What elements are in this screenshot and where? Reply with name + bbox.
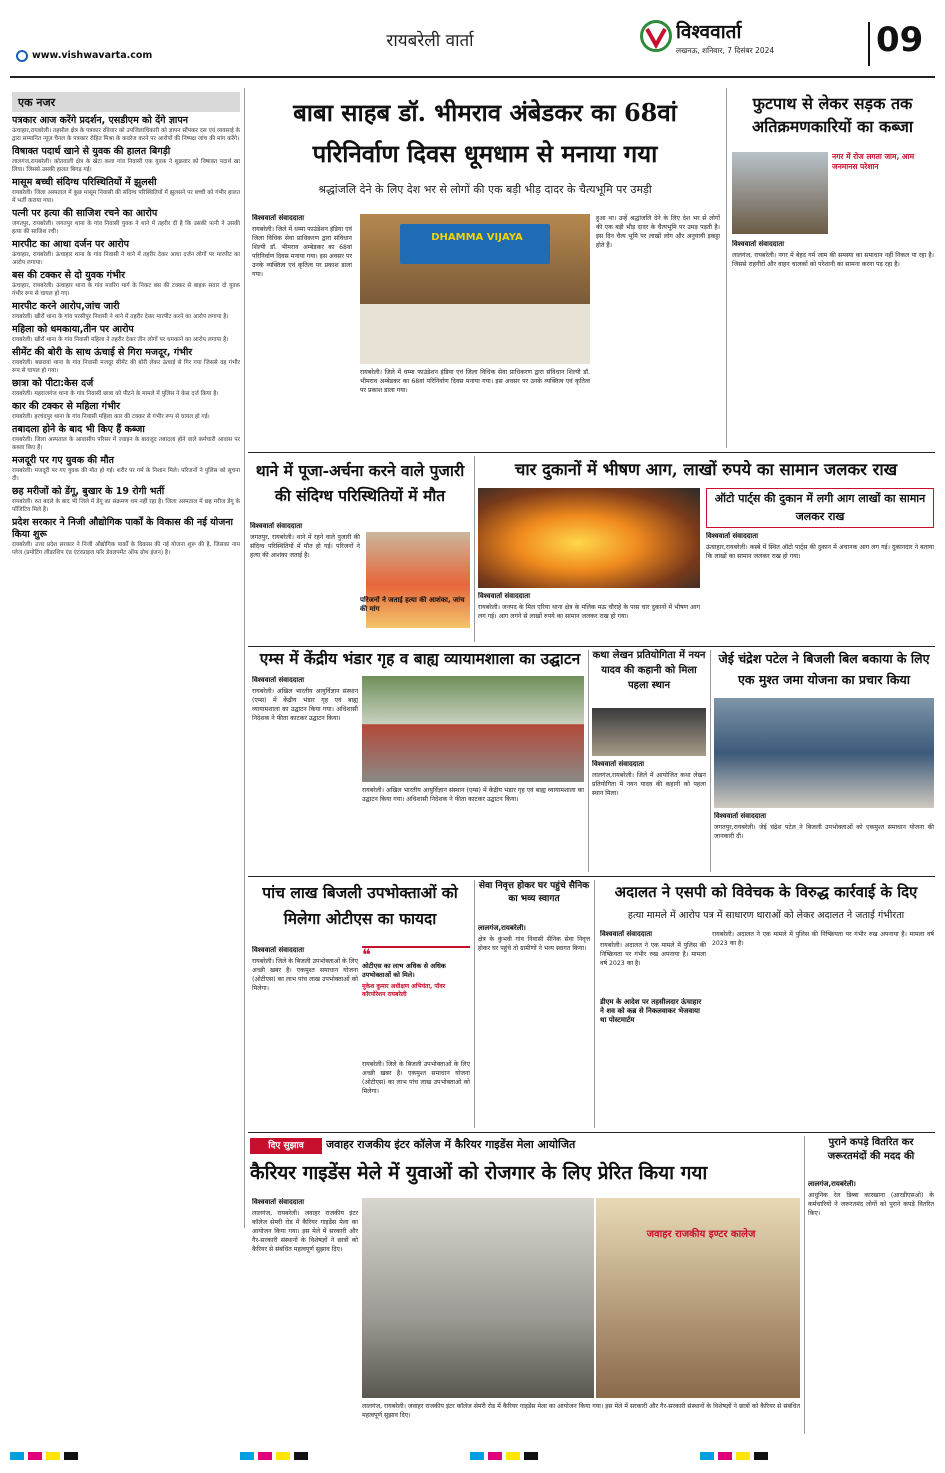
ambedkar-text-continued: रायबरेली। जिले में धम्मा फाउंडेशन इंडिया एवं जिला विधिक सेवा प्राधिकरण द्वारा संविधान शिल्पी डॉ. भीमराव अम्बेडकर का 68वां परिनिर्वाण दिवस मनाया गया। इस अवसर पर उनके व्यक्तित्व एवं कृतित्व पर प्रकाश डाला गया। xyxy=(360,369,590,394)
sidebar-item-text: जगतपुर, रायबरेली। जगतपुर थाना के गांव निवासी युवक ने थाने में तहरीर दी है कि उसकी पत्नी ने उसकी हत्या की साजिश रची। xyxy=(12,221,240,235)
sidebar-item-headline: महिला को धमकाया,तीन पर आरोप xyxy=(12,324,134,335)
ambedkar-headline: बाबा साहब डॉ. भीमराव अंबेडकर का 68वां परिनिर्वाण दिवस धूमधाम से मनाया गया xyxy=(293,98,677,168)
column-rule xyxy=(474,880,475,1128)
website-url[interactable]: www.vishwavarta.com xyxy=(32,50,153,61)
sidebar-item-text: लालगंज,रायबरेली। कोतवाली क्षेत्र के खेटा कला गांव निवासी एक युवक ने शुक्रवार को विषाक्त पदार्थ खा लिया। जिससे उसकी हालत बिगड़ गई। xyxy=(12,159,240,173)
footpath-body xyxy=(732,240,934,448)
career-tag: दिए सुझाव xyxy=(250,1138,322,1154)
footpath-text: लालगंज, रायबरेली। नगर में बेहद गर्म जाम की समस्या का समाधान नहीं निकल पा रहा है। जिससे राहगीरों और वाहन चालकों को परेशानी का सामना करना पड़ रहा है। xyxy=(732,252,934,268)
sidebar-item-text: रायबरेली। महराजगंज थाना के गांव निवासी छात्रा को पीटने के मामले में पुलिस ने केस दर्ज किया है। xyxy=(12,391,219,397)
sidebar-item-headline: छात्रा को पीटा:केस दर्ज xyxy=(12,378,94,389)
brand-name: विश्ववार्ता xyxy=(676,21,742,43)
career-text: लालगंज, रायबरेली। जवाहर राजकीय इंटर कॉलेज सेमरी रोड में कैरियर गाइडेंस मेला का आयोजन किया गया। इस मेले में सरकारी और गैर-सरकारी संस्थानों के विशेषज्ञों ने छात्रों को कैरियर से संबंधित महत्वपूर्ण सुझाव दिए। xyxy=(252,1210,358,1253)
ots-col2 xyxy=(362,1060,470,1128)
sidebar-item-text: रायबरेली। रुत बदले के बाद भी जिले में डेंगू का संक्रमण थम नहीं रहा है। जिला अस्पताल में छह मरीज डेंगू के पॉजिटिव मिले हैं। xyxy=(12,499,240,513)
fire-subhead: ऑटो पार्ट्स की दुकान में लगी आग लाखों का सामान जलकर राख xyxy=(714,492,926,523)
ots-quote-box xyxy=(362,946,470,1056)
section-title: रायबरेली वार्ता xyxy=(386,31,474,51)
priest-headline: थाने में पूजा-अर्चना करने वाले पुजारी की संदिग्ध परिस्थितियों में मौत xyxy=(255,461,465,505)
sidebar-title: एक नजर xyxy=(12,92,240,112)
ambedkar-text: रायबरेली। जिले में धम्मा फाउंडेशन इंडिया एवं जिला विधिक सेवा प्राधिकरण द्वारा संविधान शिल्पी डॉ. भीमराव अम्बेडकर का 68वां परिनिर्वाण दिवस मनाया गया। इस अवसर पर उनके व्यक्तित्व एवं कृतित्व पर प्रकाश डाला गया। xyxy=(252,226,352,278)
ambedkar-col2 xyxy=(360,368,590,448)
sidebar-item-text: ऊंचाहार, रायबरेली। ऊंचाहार थाना के गांव मवरिग मार्ग के निकट बस की टक्कर से बाइक सवार दो युवक गंभीर रूप से घायल हो गए। xyxy=(12,283,240,297)
sidebar-item-headline: मजदूरी पर गए युवक की मौत xyxy=(12,455,114,466)
brand-logo-icon xyxy=(640,20,672,52)
sidebar-item-headline: पत्रकार आज करेंगे प्रदर्शन, एसडीएम को देंगे ज्ञापन xyxy=(12,115,189,126)
clothes-body xyxy=(808,1180,934,1434)
edition-meta: लखनऊ, शनिवार, 7 दिसंबर 2024 xyxy=(676,46,775,55)
electricity-camp-photo xyxy=(714,698,934,808)
clothes-headline: पुराने कपड़े वितरित कर जरूरतमंदों की मदद की xyxy=(827,1137,915,1162)
section-rule xyxy=(248,452,935,453)
sidebar-item-headline: सीमेंट की बोरी के साथ ऊंचाई से गिरा मजदूर, गंभीर xyxy=(12,347,193,358)
career-headline: कैरियर गाइडेंस मेले में युवाओं को रोजगार के लिए प्रेरित किया गया xyxy=(250,1162,708,1184)
court-text-continued: रायबरेली। अदालत ने एक मामले में पुलिस की निष्क्रियता पर गंभीर रुख अपनाया है। मामला वर्ष 2023 का है। xyxy=(712,931,934,947)
banner-text: DHAMMA VIJAYA xyxy=(431,232,523,243)
quote-icon: ❝ xyxy=(362,946,371,964)
court-col2 xyxy=(712,930,934,1128)
sidebar-item-headline: बस की टक्कर से दो युवक गंभीर xyxy=(12,270,125,281)
footpath-quote: नगर में रोज लगता जाम, आम जनमानस परेशान xyxy=(832,152,915,171)
ots-quote-author: मुकेश कुमार अधीक्षण अभियंता, पॉवर कॉरपोरेशन रायबरेली xyxy=(362,983,446,998)
ots-col1 xyxy=(252,946,358,1128)
sidebar-item-headline: विषाक्त पदार्थ खाने से युवक की हालत बिगड़ी xyxy=(12,146,171,157)
court-headline: अदालत ने एसपी को विवेचक के विरुद्ध कार्रवाई के दिए xyxy=(614,883,918,901)
sidebar-item-text: ऊंचाहार,रायबरेली। तहसील क्षेत्र के पत्रकार रविवार को उपजिलाधिकारी को ज्ञापन सौंपकर दस एवं व्यवसाई के द्वारा सम्मानित न्यूज़ चैनल के पत्रकार रोहित मिश्रा के कवरेज करने पर आरोपों की निष्पक्ष जांच की मांग करेंगे। xyxy=(12,128,240,142)
page-number: 09 xyxy=(876,20,924,60)
ots-headline: पांच लाख बिजली उपभोक्ताओं को मिलेगा ओटीएस का फायदा xyxy=(262,883,458,928)
sidebar-item-headline: मासूम बच्ची संदिग्ध परिस्थितियों में झुलसी xyxy=(12,177,157,188)
column-rule xyxy=(804,1136,805,1434)
ots-text-continued: रायबरेली। जिले के बिजली उपभोक्ताओं के लिए अच्छी खबर है। एकमुश्त समाधान योजना (ओटीएस) का लाभ पांच लाख उपभोक्ताओं को मिलेगा। xyxy=(362,1061,470,1095)
fire-headline: चार दुकानों में भीषण आग, लाखों रुपये का सामान जलकर राख xyxy=(514,460,898,479)
career-banner: जवाहर राजकीय इण्टर कालेज xyxy=(646,1229,756,1240)
divider xyxy=(868,22,870,66)
court-col1 xyxy=(600,930,706,1128)
fire-photo xyxy=(478,488,700,588)
story-body xyxy=(592,760,706,872)
print-registration-strip xyxy=(10,1452,935,1464)
sidebar-item-headline: छह मरीजों को डेंगू, बुखार के 19 रोगी भर्ती xyxy=(12,486,165,497)
sidebar-item-headline: तबादला होने के बाद भी किए हैं कब्जा xyxy=(12,424,145,435)
sidebar-item-headline: मारपीट करने आरोप,जांच जारी xyxy=(12,301,120,312)
ambedkar-subhead: श्रद्धांजलि देने के लिए देश भर से लोगों की एक बड़ी भीड़ दादर के चैत्यभूमि पर उमड़ी xyxy=(318,183,652,196)
ambedkar-event-photo xyxy=(360,214,590,364)
footpath-headline: फुटपाथ से लेकर सड़क तक अतिक्रमणकारियों का कब्जा xyxy=(751,94,914,136)
electricity-camp-body xyxy=(714,812,934,872)
ots-byline: विश्ववार्ता संवाददाता xyxy=(252,946,305,954)
aiims-photo xyxy=(362,676,584,782)
sidebar-list xyxy=(12,115,240,557)
sidebar-item-text: रायबरेली। जिला अस्पताल में कुछ मासूम निवासी की संदिग्ध परिस्थितियों में झुलसने पर बच्ची को गंभीर हालत में भर्ती कराया गया। xyxy=(12,190,240,204)
fire-text: रायबरेली। जनपद के मिल एरिया थाना क्षेत्र के मलिक मऊ चौराहे के पास चार दुकानों में भीषण आग लग गई। आग लगने से लाखों रुपये का सामान जलकर राख हो गया। xyxy=(478,604,700,620)
court-subhead2: डीएम के आदेश पर तहसीलदार ऊंचाहार ने शव को कब्र से निकलवाकर भेजवाया था पोस्टमार्टम xyxy=(600,998,702,1024)
career-col1 xyxy=(252,1198,358,1434)
court-byline: विश्ववार्ता संवाददाता xyxy=(600,930,653,938)
column-rule xyxy=(588,650,589,872)
sidebar-item-text: रायबरेली। खीरों थाना के गांव परसीपुर निवासी ने थाने में तहरीर देकर मारपीट करने का आरोप लगाया है। xyxy=(12,314,229,320)
aiims-byline: विश्ववार्ता संवाददाता xyxy=(252,676,305,684)
column-rule xyxy=(710,650,711,872)
footpath-photo xyxy=(732,152,828,234)
sidebar-item-text: रायबरेली। उत्तर प्रदेश सरकार ने निजी औद्योगिक पार्कों के विकास की नई योजना शुरू की है, जिसका नाम प्लेज (प्रमोटिंग लीडरशिप एंड एंटरप्राइज फॉर डेवलपमेंट ऑफ ग्रोथ इंजन) है। xyxy=(12,542,240,556)
career-photo-1 xyxy=(362,1198,594,1398)
column-rule xyxy=(244,88,245,1228)
retired-headline: सेवा निवृत्त होकर घर पहुंचे सैनिक का भव्य स्वागत xyxy=(478,881,590,904)
ambedkar-col3 xyxy=(596,214,720,448)
electricity-camp-headline: जेई चंद्रेश पटेल ने बिजली बिल बकाया के लिए एक मुश्त जमा योजना का प्रचार किया xyxy=(718,651,930,687)
priest-subhead: परिजनों ने जताई हत्या की आशंका, जांच की मांग xyxy=(360,596,465,613)
ots-text: रायबरेली। जिले के बिजली उपभोक्ताओं के लिए अच्छी खबर है। एकमुश्त समाधान योजना (ओटीएस) का लाभ पांच लाख उपभोक्ताओं को मिलेगा। xyxy=(252,958,358,992)
story-photo xyxy=(592,708,706,756)
sidebar-ek-nazar xyxy=(12,92,240,1432)
career-kicker: जवाहर राजकीय इंटर कॉलेज में कैरियर गाइडेंस मेला आयोजित xyxy=(326,1138,576,1151)
aiims-col1 xyxy=(252,676,358,872)
fire-byline2: विश्ववार्ता संवाददाता xyxy=(706,532,759,540)
court-text: रायबरेली। अदालत ने एक मामले में पुलिस की निष्क्रियता पर गंभीर रुख अपनाया है। मामला वर्ष 2023 का है। xyxy=(600,942,706,967)
court-subhead: हत्या मामले में आरोप पत्र में साधारण धाराओं को लेकर अदालत ने जताई गंभीरता xyxy=(627,910,905,921)
sidebar-item-headline: प्रदेश सरकार ने निजी औद्योगिक पार्कों के विकास की नई योजना किया शुरू xyxy=(12,517,233,540)
column-rule xyxy=(474,456,475,642)
fire-body xyxy=(478,592,700,642)
section-rule xyxy=(248,1132,935,1133)
aiims-text-continued: रायबरेली। अखिल भारतीय आयुर्विज्ञान संस्थान (एम्स) में केंद्रीय भंडार गृह एवं बाह्य व्यायामशाला का उद्घाटन किया गया। अधिशासी निदेशक ने फीता काटकर उद्घाटन किया। xyxy=(362,787,584,803)
ambedkar-text2: हुआ था। उन्हें श्रद्धांजलि देने के लिए देश भर से लोगों की एक बड़ी भीड़ दादर के चैत्यभूमि पर उमड़ पड़ती है। इस दिन चैत्य भूमि पर लाखों लोग और अनुयायी इकट्ठा होते हैं। xyxy=(596,215,720,249)
career-byline: विश्ववार्ता संवाददाता xyxy=(252,1198,305,1206)
globe-icon xyxy=(16,50,28,62)
header-rule xyxy=(10,76,935,78)
sidebar-item-headline: पत्नी पर हत्या की साजिश रचने का आरोप xyxy=(12,208,158,219)
electricity-camp-byline: विश्ववार्ता संवाददाता xyxy=(714,812,767,820)
career-col2 xyxy=(362,1402,800,1434)
aiims-col2 xyxy=(362,786,584,872)
story-text: लालगंज,रायबरेली। जिले में आयोजित कथा लेखन प्रतियोगिता में नयन यादव की कहानी को पहला स्थान मिला। xyxy=(592,772,706,797)
sidebar-item-text: रायबरेली। जिला अस्पताल के आवासीय परिसर में ज्वाइन के बावजूद तबादला होने वाले कर्मचारी आवास पर कब्जा किए हैं। xyxy=(12,437,240,451)
retired-body xyxy=(478,924,590,1128)
career-photo-2 xyxy=(596,1198,800,1398)
retired-text: क्षेत्र के कुंभवी गांव निवासी सैनिक सेवा निवृत्त होकर घर पहुंचे तो ग्रामीणों ने भव्य स्वागत किया। xyxy=(478,936,590,952)
column-rule xyxy=(726,88,727,448)
column-rule xyxy=(594,880,595,1128)
ambedkar-col1 xyxy=(252,214,352,444)
sidebar-item-text: रायबरेली। हरचंदपुर थाना के गांव निवासी महिला कार की टक्कर से गंभीर रूप से घायल हो गई। xyxy=(12,414,210,420)
priest-text: जगतपुर, रायबरेली। थाने में रहने वाले पुजारी की संदिग्ध परिस्थितियों में मौत हो गई। परिजनों ने हत्या की आशंका जताई है। xyxy=(250,534,360,559)
career-text-continued: लालगंज, रायबरेली। जवाहर राजकीय इंटर कॉलेज सेमरी रोड में कैरियर गाइडेंस मेला का आयोजन किया गया। इस मेले में सरकारी और गैर-सरकारी संस्थानों के विशेषज्ञों ने छात्रों को कैरियर से संबंधित महत्वपूर्ण सुझाव दिए। xyxy=(362,1403,800,1419)
sidebar-item-text: रायबरेली। बछरावां थाना के गांव निवासी मजदूर सीमेंट की बोरी लेकर ऊंचाई से गिर गया जिससे वह गंभीर रूप से घायल हो गया। xyxy=(12,360,240,374)
section-rule xyxy=(248,876,935,877)
sidebar-item-headline: कार की टक्कर से महिला गंभीर xyxy=(12,401,120,412)
sidebar-item-text: रायबरेली। खीरों थाना के गांव निवासी महिला ने तहरीर देकर तीन लोगों पर धमकाने का आरोप लगाया है। xyxy=(12,337,229,343)
sidebar-item-text: ऊंचाहार, रायबरेली। ऊंचाहार थाना के गांव निवासी ने थाने में तहरीर देकर आधा दर्जन लोगों पर मारपीट का आरोप लगाया। xyxy=(12,252,240,266)
priest-byline: विश्ववार्ता संवाददाता xyxy=(250,522,303,530)
electricity-camp-text: जगतपुर,रायबरेली। जेई चंद्रेश पटेल ने बिजली उपभोक्ताओं को एकमुश्त समाधान योजना की जानकारी दी। xyxy=(714,824,934,840)
fire-body2 xyxy=(706,532,934,642)
clothes-byline: लालगंज,रायबरेली। xyxy=(808,1180,856,1188)
retired-byline: लालगंज,रायबरेली। xyxy=(478,924,526,932)
section-rule xyxy=(248,646,935,647)
sidebar-item-text: रायबरेली। मजदूरी पर गए युवक की मौत हो गई। शरीर पर गर्म के निशान मिले। परिजनों ने पुलिस को सूचना दी। xyxy=(12,468,240,482)
fire-text2: ऊंचाहार,रायबरेली। कस्बे में स्थित ऑटो पार्ट्स की दुकान में अचानक आग लग गई। दुकानदार ने बताया कि लाखों का सामान जलकर राख हो गया। xyxy=(706,544,934,560)
fire-subhead-box xyxy=(706,488,934,528)
aiims-headline: एम्स में केंद्रीय भंडार गृह व बाह्य व्यायामशाला का उद्घाटन xyxy=(259,649,581,668)
clothes-text: आधुनिक रेल डिब्बा कारखाना (आरडीएसओ) के कर्मचारियों ने जरूरतमंद लोगों को पुराने कपड़े वितरित किए। xyxy=(808,1192,934,1217)
story-headline: कथा लेखन प्रतियोगिता में नयन यादव की कहानी को मिला पहला स्थान xyxy=(592,650,706,691)
ots-quote: ओटीएस का लाभ अधिक से अधिक उपभोक्ताओं को मिले। xyxy=(362,962,446,979)
footpath-byline: विश्ववार्ता संवाददाता xyxy=(732,240,785,248)
story-byline: विश्ववार्ता संवाददाता xyxy=(592,760,645,768)
aiims-text: रायबरेली। अखिल भारतीय आयुर्विज्ञान संस्थान (एम्स) में केंद्रीय भंडार गृह एवं बाह्य व्यायामशाला का उद्घाटन किया गया। अधिशासी निदेशक ने फीता काटकर उद्घाटन किया। xyxy=(252,688,358,722)
ambedkar-byline: विश्ववार्ता संवाददाता xyxy=(252,214,305,222)
sidebar-item-headline: मारपीट का आधा दर्जन पर आरोप xyxy=(12,239,130,250)
fire-byline: विश्ववार्ता संवाददाता xyxy=(478,592,531,600)
masthead xyxy=(0,0,945,78)
